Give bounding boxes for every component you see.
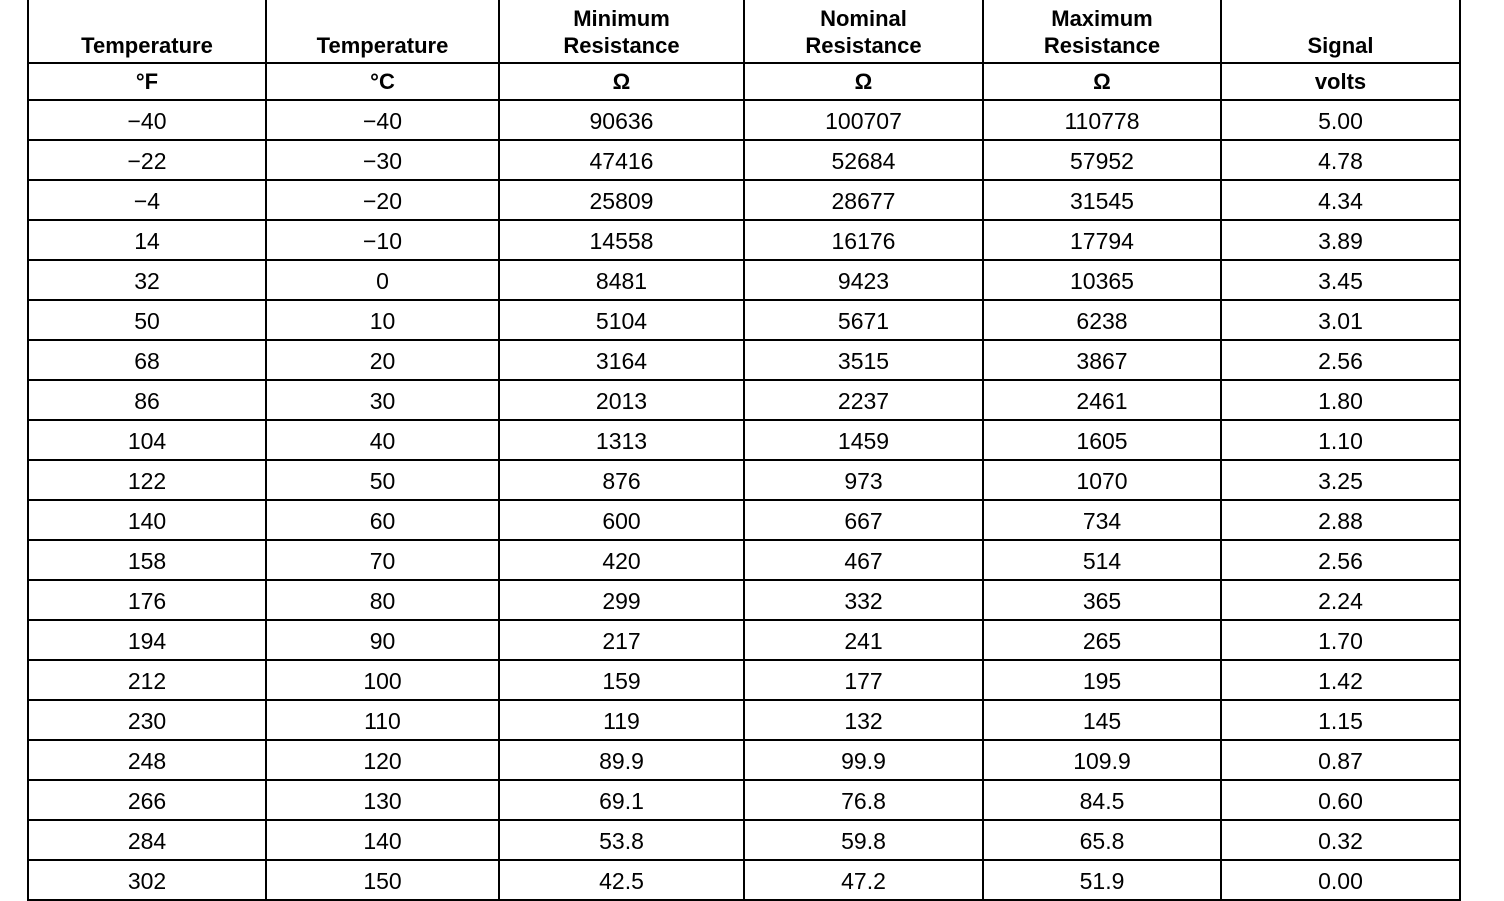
cell-max-resistance: 1070 (983, 460, 1221, 500)
cell-max-resistance: 10365 (983, 260, 1221, 300)
cell-signal-volts: 2.56 (1221, 540, 1460, 580)
table-row (28, 340, 1460, 380)
cell-temp-c: 140 (266, 820, 499, 860)
cell-min-resistance: 90636 (499, 100, 744, 140)
cell-temp-f: −22 (28, 140, 266, 180)
cell-temp-c: 100 (266, 660, 499, 700)
cell-min-resistance: 119 (499, 700, 744, 740)
cell-min-resistance: 217 (499, 620, 744, 660)
unit-ohms-nominal: Ω (744, 63, 983, 100)
cell-temp-c: −30 (266, 140, 499, 180)
cell-temp-c: 130 (266, 780, 499, 820)
cell-temp-c: 150 (266, 860, 499, 900)
cell-signal-volts: 1.10 (1221, 420, 1460, 460)
cell-signal-volts: 1.42 (1221, 660, 1460, 700)
cell-signal-volts: 1.15 (1221, 700, 1460, 740)
table-row (28, 140, 1460, 180)
cell-min-resistance: 5104 (499, 300, 744, 340)
table-row (28, 180, 1460, 220)
cell-signal-volts: 4.78 (1221, 140, 1460, 180)
table-row (28, 700, 1460, 740)
cell-nominal-resistance: 2237 (744, 380, 983, 420)
cell-max-resistance: 6238 (983, 300, 1221, 340)
cell-temp-f: 266 (28, 780, 266, 820)
cell-nominal-resistance: 241 (744, 620, 983, 660)
cell-max-resistance: 195 (983, 660, 1221, 700)
cell-min-resistance: 47416 (499, 140, 744, 180)
header-maximum-resistance: Maximum Resistance (983, 0, 1221, 63)
resistance-table-container (27, 0, 1459, 901)
cell-min-resistance: 299 (499, 580, 744, 620)
table-row (28, 460, 1460, 500)
header-minimum-resistance: Minimum Resistance (499, 0, 744, 63)
cell-temp-f: −4 (28, 180, 266, 220)
cell-temp-c: 20 (266, 340, 499, 380)
cell-max-resistance: 84.5 (983, 780, 1221, 820)
table-row (28, 100, 1460, 140)
table-row (28, 420, 1460, 460)
cell-temp-c: −40 (266, 100, 499, 140)
temperature-resistance-table (27, 0, 1461, 901)
cell-nominal-resistance: 132 (744, 700, 983, 740)
cell-max-resistance: 734 (983, 500, 1221, 540)
cell-min-resistance: 89.9 (499, 740, 744, 780)
cell-min-resistance: 69.1 (499, 780, 744, 820)
unit-ohms-maximum: Ω (983, 63, 1221, 100)
cell-nominal-resistance: 16176 (744, 220, 983, 260)
cell-signal-volts: 2.24 (1221, 580, 1460, 620)
cell-signal-volts: 3.01 (1221, 300, 1460, 340)
cell-temp-f: 14 (28, 220, 266, 260)
cell-temp-c: 90 (266, 620, 499, 660)
cell-temp-c: 80 (266, 580, 499, 620)
cell-signal-volts: 0.60 (1221, 780, 1460, 820)
cell-temp-f: 86 (28, 380, 266, 420)
cell-nominal-resistance: 28677 (744, 180, 983, 220)
cell-max-resistance: 145 (983, 700, 1221, 740)
cell-temp-f: 248 (28, 740, 266, 780)
unit-ohms-minimum: Ω (499, 63, 744, 100)
cell-nominal-resistance: 52684 (744, 140, 983, 180)
cell-max-resistance: 514 (983, 540, 1221, 580)
cell-signal-volts: 3.45 (1221, 260, 1460, 300)
cell-temp-c: 50 (266, 460, 499, 500)
cell-signal-volts: 0.00 (1221, 860, 1460, 900)
cell-temp-c: 40 (266, 420, 499, 460)
cell-temp-f: 194 (28, 620, 266, 660)
header-temperature-c: Temperature (266, 0, 499, 63)
cell-min-resistance: 42.5 (499, 860, 744, 900)
table-row (28, 500, 1460, 540)
cell-temp-f: 68 (28, 340, 266, 380)
cell-temp-f: 230 (28, 700, 266, 740)
cell-temp-c: 10 (266, 300, 499, 340)
cell-min-resistance: 3164 (499, 340, 744, 380)
table-row (28, 620, 1460, 660)
cell-min-resistance: 8481 (499, 260, 744, 300)
cell-nominal-resistance: 47.2 (744, 860, 983, 900)
cell-signal-volts: 2.56 (1221, 340, 1460, 380)
cell-signal-volts: 3.25 (1221, 460, 1460, 500)
units-row (28, 63, 1460, 100)
cell-min-resistance: 2013 (499, 380, 744, 420)
cell-signal-volts: 0.87 (1221, 740, 1460, 780)
cell-signal-volts: 1.70 (1221, 620, 1460, 660)
table-row (28, 220, 1460, 260)
cell-temp-c: −20 (266, 180, 499, 220)
cell-temp-f: 302 (28, 860, 266, 900)
cell-nominal-resistance: 5671 (744, 300, 983, 340)
cell-min-resistance: 600 (499, 500, 744, 540)
cell-signal-volts: 0.32 (1221, 820, 1460, 860)
cell-temp-f: 212 (28, 660, 266, 700)
cell-temp-c: 30 (266, 380, 499, 420)
table-row (28, 260, 1460, 300)
cell-max-resistance: 109.9 (983, 740, 1221, 780)
cell-temp-c: 110 (266, 700, 499, 740)
cell-temp-c: 120 (266, 740, 499, 780)
cell-signal-volts: 4.34 (1221, 180, 1460, 220)
unit-celsius: °C (266, 63, 499, 100)
cell-temp-f: 284 (28, 820, 266, 860)
cell-temp-f: 176 (28, 580, 266, 620)
cell-max-resistance: 265 (983, 620, 1221, 660)
cell-signal-volts: 2.88 (1221, 500, 1460, 540)
unit-volts: volts (1221, 63, 1460, 100)
cell-nominal-resistance: 99.9 (744, 740, 983, 780)
cell-temp-f: 104 (28, 420, 266, 460)
cell-max-resistance: 3867 (983, 340, 1221, 380)
cell-max-resistance: 2461 (983, 380, 1221, 420)
cell-temp-f: 140 (28, 500, 266, 540)
unit-fahrenheit: °F (28, 63, 266, 100)
header-signal: Signal (1221, 0, 1460, 63)
cell-nominal-resistance: 1459 (744, 420, 983, 460)
cell-temp-c: −10 (266, 220, 499, 260)
header-row (28, 0, 1460, 63)
cell-max-resistance: 365 (983, 580, 1221, 620)
cell-nominal-resistance: 973 (744, 460, 983, 500)
cell-temp-f: 50 (28, 300, 266, 340)
cell-min-resistance: 876 (499, 460, 744, 500)
cell-nominal-resistance: 59.8 (744, 820, 983, 860)
cell-nominal-resistance: 177 (744, 660, 983, 700)
cell-nominal-resistance: 667 (744, 500, 983, 540)
cell-max-resistance: 65.8 (983, 820, 1221, 860)
cell-min-resistance: 420 (499, 540, 744, 580)
cell-temp-f: −40 (28, 100, 266, 140)
cell-temp-c: 60 (266, 500, 499, 540)
table-body (28, 100, 1460, 900)
cell-nominal-resistance: 76.8 (744, 780, 983, 820)
header-nominal-resistance: Nominal Resistance (744, 0, 983, 63)
cell-nominal-resistance: 3515 (744, 340, 983, 380)
cell-min-resistance: 14558 (499, 220, 744, 260)
cell-signal-volts: 1.80 (1221, 380, 1460, 420)
cell-signal-volts: 5.00 (1221, 100, 1460, 140)
cell-max-resistance: 57952 (983, 140, 1221, 180)
table-row (28, 300, 1460, 340)
cell-max-resistance: 51.9 (983, 860, 1221, 900)
table-row (28, 860, 1460, 900)
cell-max-resistance: 31545 (983, 180, 1221, 220)
cell-max-resistance: 1605 (983, 420, 1221, 460)
cell-nominal-resistance: 100707 (744, 100, 983, 140)
cell-temp-f: 122 (28, 460, 266, 500)
table-row (28, 740, 1460, 780)
cell-max-resistance: 110778 (983, 100, 1221, 140)
cell-nominal-resistance: 332 (744, 580, 983, 620)
cell-temp-f: 32 (28, 260, 266, 300)
cell-temp-f: 158 (28, 540, 266, 580)
cell-min-resistance: 1313 (499, 420, 744, 460)
cell-min-resistance: 159 (499, 660, 744, 700)
cell-nominal-resistance: 467 (744, 540, 983, 580)
table-row (28, 780, 1460, 820)
cell-max-resistance: 17794 (983, 220, 1221, 260)
table-row (28, 580, 1460, 620)
table-row (28, 820, 1460, 860)
header-temperature-f: Temperature (28, 0, 266, 63)
cell-min-resistance: 25809 (499, 180, 744, 220)
table-row (28, 660, 1460, 700)
cell-temp-c: 70 (266, 540, 499, 580)
table-row (28, 540, 1460, 580)
cell-nominal-resistance: 9423 (744, 260, 983, 300)
cell-temp-c: 0 (266, 260, 499, 300)
cell-min-resistance: 53.8 (499, 820, 744, 860)
cell-signal-volts: 3.89 (1221, 220, 1460, 260)
table-row (28, 380, 1460, 420)
